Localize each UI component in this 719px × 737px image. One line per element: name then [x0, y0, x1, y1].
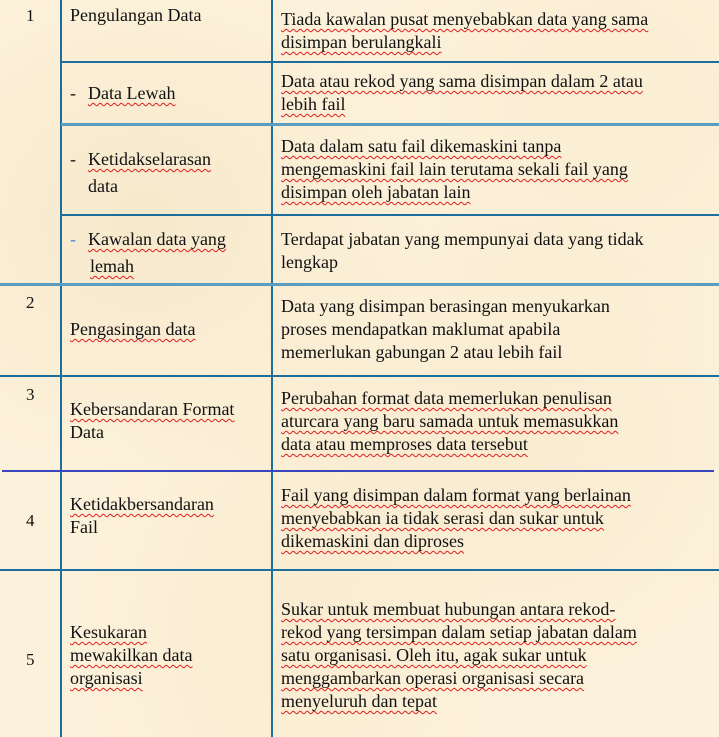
description-line: Terdapat jabatan yang mempunyai data yang tidak: [281, 229, 644, 249]
sub-issue-text: Data Lewah: [88, 83, 176, 103]
description-cell: [281, 387, 618, 456]
row-number: 3: [26, 385, 35, 404]
issue-cell: [70, 621, 192, 690]
description-line: menyeluruh dan tepat: [281, 691, 437, 711]
sub-issue-text: Kawalan data yang: [88, 229, 226, 249]
description-line: menggambarkan operasi organisasi secara: [281, 668, 585, 688]
description-line: memerlukan gabungan 2 atau lebih fail: [281, 342, 563, 362]
dash-bullet: -: [70, 149, 76, 169]
description-cell: [281, 135, 628, 204]
description-line: Tiada kawalan pusat menyebabkan data yang sama: [281, 9, 649, 29]
issue-cell: [70, 493, 214, 539]
description-line: disimpan berulangkali: [281, 32, 442, 52]
issue-text: Fail: [70, 517, 99, 537]
description-line: proses mendapatkan maklumat apabila: [281, 319, 561, 339]
issue-cell: [70, 318, 195, 341]
description-cell: [281, 484, 631, 553]
description-cell: [281, 70, 643, 116]
issue-cell: [70, 4, 201, 27]
description-line: rekod yang tersimpan dalam setiap jabatan dalam: [281, 622, 637, 642]
issue-text: Pengulangan Data: [70, 5, 202, 25]
issue-text: Kesukaran: [70, 622, 147, 642]
description-line: dikemaskini dan diproses: [281, 531, 464, 551]
issue-text: Ketidakbersandaran: [70, 494, 214, 514]
row-number: 4: [26, 511, 35, 530]
sub-issue-cell: [70, 226, 226, 280]
description-line: disimpan oleh jabatan lain: [281, 182, 471, 202]
description-line: data atau memproses data tersebut: [281, 434, 528, 454]
column-divider-2: [271, 0, 273, 737]
row-number: 5: [26, 650, 35, 669]
row-number: 2: [26, 293, 35, 312]
column-divider-1: [60, 0, 62, 737]
issue-text: Kebersandaran Format: [70, 399, 235, 419]
description-line: aturcara yang baru samada untuk memasukkan: [281, 411, 619, 431]
issue-text: Pengasingan data: [70, 319, 196, 339]
description-line: Data dalam satu fail dikemaskini tanpa: [281, 136, 562, 156]
description-line: Sukar untuk membuat hubungan antara rekod-: [281, 599, 616, 619]
issue-text: organisasi: [70, 668, 143, 688]
issue-text: Data: [70, 422, 104, 442]
row-divider: [61, 214, 719, 216]
row-divider: [0, 283, 719, 286]
description-line: Data atau rekod yang sama disimpan dalam 2 atau: [281, 71, 643, 91]
sub-issue-cell: [70, 82, 175, 105]
description-line: mengemaskini fail lain terutama sekali fail yang: [281, 159, 628, 179]
description-cell: [281, 228, 644, 274]
sub-issue-cell: [70, 146, 211, 200]
row-divider: [0, 375, 719, 377]
row-number: 1: [26, 6, 35, 25]
dash-bullet: -: [70, 229, 76, 249]
description-cell: [281, 8, 648, 54]
description-line: Fail yang disimpan dalam format yang berlainan: [281, 485, 631, 505]
description-line: Perubahan format data memerlukan penulisan: [281, 388, 612, 408]
issue-cell: [70, 398, 234, 444]
description-line: Data yang disimpan berasingan menyukarkan: [281, 296, 610, 316]
dash-bullet: -: [70, 83, 76, 103]
sub-issue-text: data: [88, 176, 118, 196]
description-line: satu organisasi. Oleh itu, agak sukar untuk: [281, 645, 587, 665]
description-line: menyebabkan ia tidak serasi dan sukar untuk: [281, 508, 604, 528]
row-divider: [2, 470, 714, 472]
row-divider: [61, 61, 719, 63]
row-divider: [61, 123, 719, 126]
row-divider: [0, 569, 719, 571]
sub-issue-text: lemah: [90, 256, 134, 276]
description-line: lebih fail: [281, 94, 346, 114]
description-line: lengkap: [281, 252, 338, 272]
description-cell: [281, 295, 610, 364]
description-cell: [281, 598, 637, 713]
sub-issue-text: Ketidakselarasan: [88, 149, 211, 169]
issue-text: mewakilkan data: [70, 645, 193, 665]
